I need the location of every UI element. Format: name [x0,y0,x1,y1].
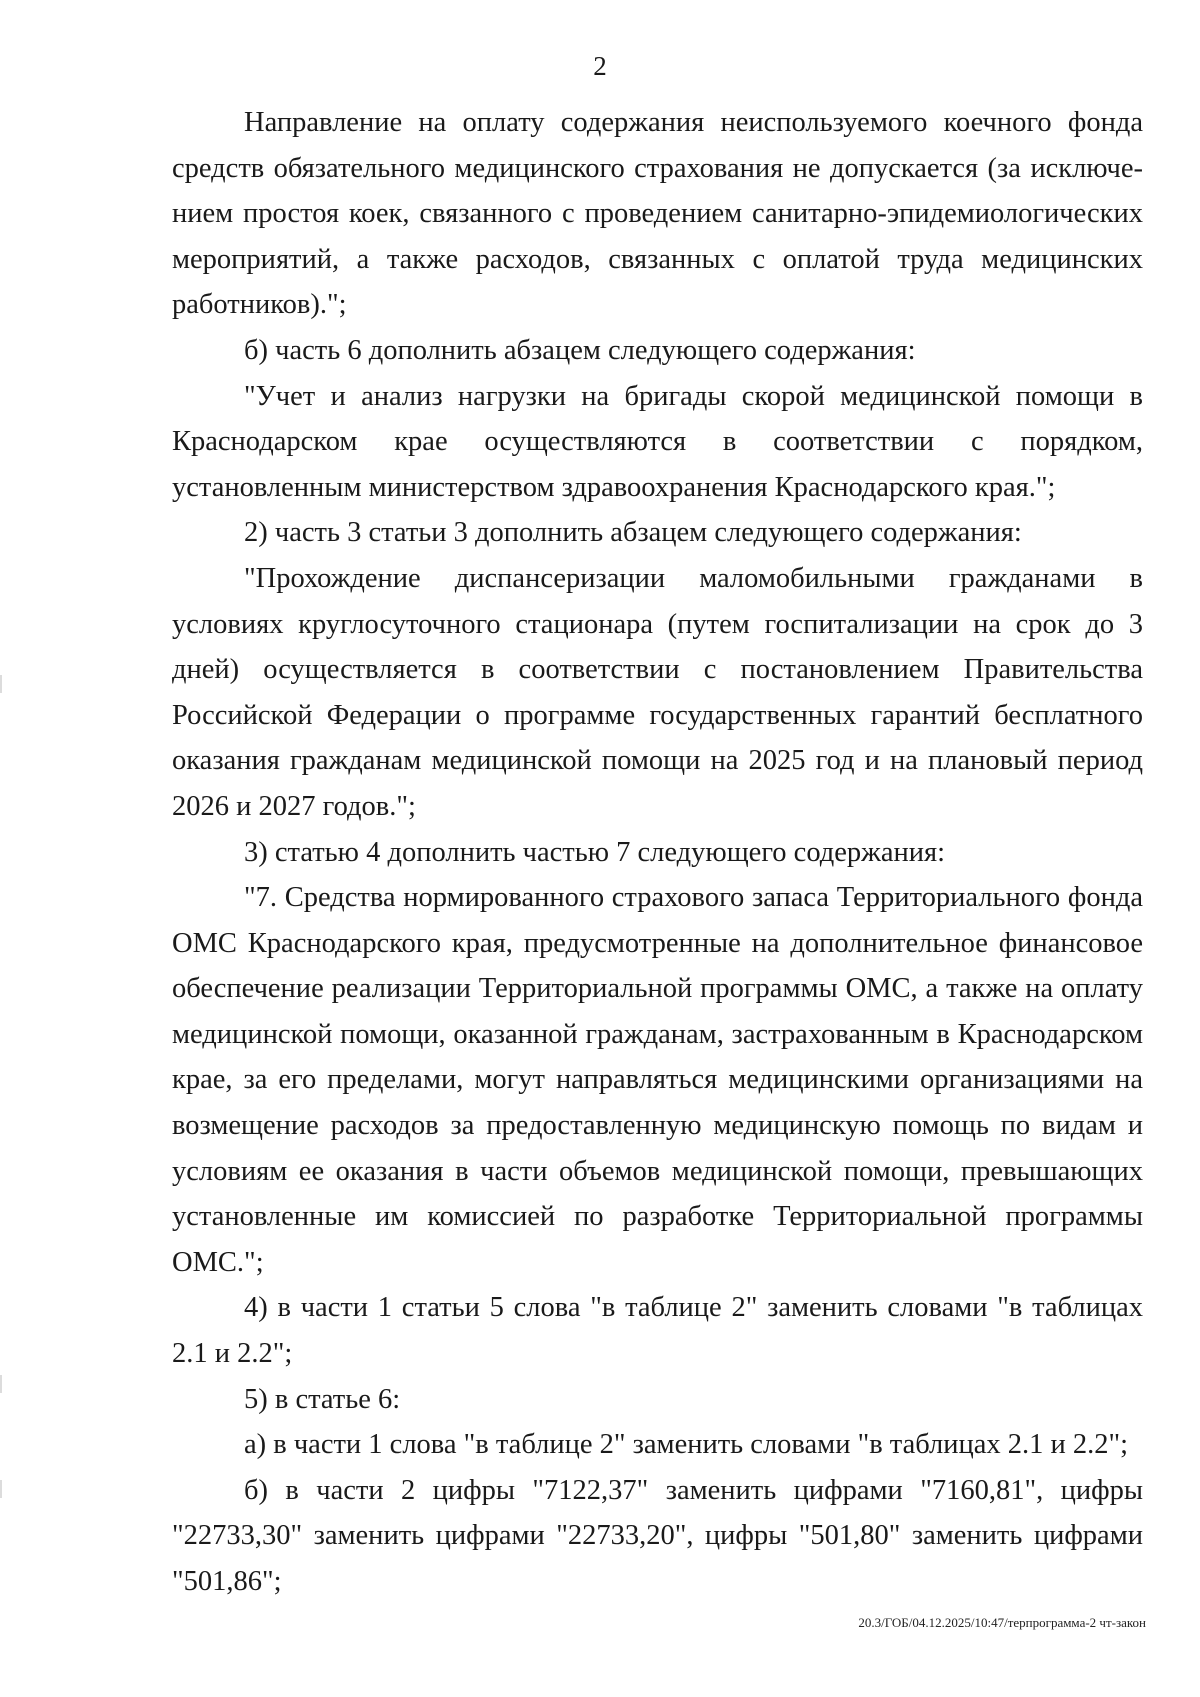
scan-edge-mark [0,1375,2,1393]
paragraph-7: "7. Средства нормированного страхового запаса Территориального фонда ОМС Краснодарского края, предусмотренные на дополнительное финансовое обеспечение реализации Территориальной программы ОМС, а также на оплату медицинской помощи, оказанной гражданам, застрахованным в Краснодарском крае, за его пределами, могут направляться медицинскими организациями на возмещение расходов за предоставленную медицинскую помощь по видам и условиям ее оказания в части объемов медицинской помощи, превышающих установленные им комиссией по разработке Территориальной программы ОМС."; [172,882,1143,1278]
scan-edge-mark [0,675,2,693]
paragraph-1: Направление на оплату содержания неиспользуемого коечного фонда средств обязательного медицинского страхования не допускается (за исключением простоя коек, связанного с проведением санитарно-эпидемиологических мероприятий, а также расходов, связанных с оплатой труда медицинских работников)."; [172,107,1143,321]
paragraph-6: 3) статью 4 дополнить частью 7 следующего содержания: [244,836,946,868]
paragraph-10: а) в части 1 слова "в таблице 2" заменить словами "в таблицах 2.1 и 2.2"; [244,1429,1129,1461]
paragraph-11: б) в части 2 цифры "7122,37" заменить цифрами "7160,81", цифры "22733,30" заменить цифрами "22733,20", цифры "501,80" заменить цифрами "501,86"; [172,1474,1143,1597]
page-number: 2 [593,51,607,81]
document-body [172,100,1143,1605]
paragraph-4: 2) часть 3 статьи 3 дополнить абзацем следующего содержания: [244,517,1022,549]
paragraph-3: "Учет и анализ нагрузки на бригады скорой медицинской помощи в Краснодарском крае осуществляются в соответствии с порядком, установленным министерством здравоохранения Краснодарского края."; [172,380,1143,503]
document-footer-code: 20.3/ГОБ/04.12.2025/10:47/терпрограмма-2 чт-закон [858,1615,1146,1630]
paragraph-2: б) часть 6 дополнить абзацем следующего содержания: [244,334,916,366]
scan-edge-mark [0,1480,2,1498]
paragraph-5: "Прохождение диспансеризации маломобильными гражданами в условиях круглосуточного стационара (путем госпитализации на срок до 3 дней) осуществляется в соответствии с постановлением Правительства Российской Федерации о программе государственных гарантий бесплатного оказания гражданам медицинской помощи на 2025 год и на плановый период 2026 и 2027 годов."; [172,562,1143,822]
paragraph-8: 4) в части 1 статьи 5 слова "в таблице 2" заменить словами "в таблицах 2.1 и 2.2"; [172,1292,1143,1370]
paragraph-9: 5) в статье 6: [244,1383,401,1415]
